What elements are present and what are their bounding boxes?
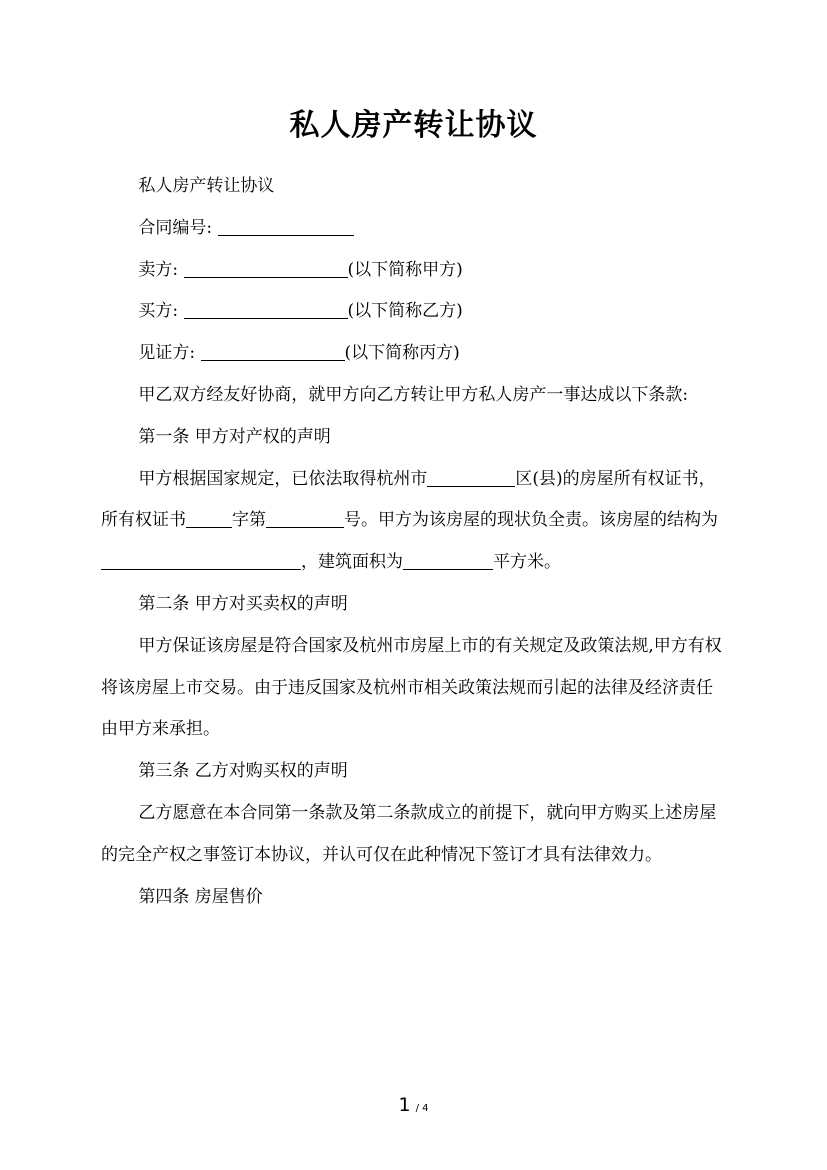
art1-text-a: 甲方根据国家规定，已依法取得杭州市 [138, 468, 428, 489]
contract-no-label: 合同编号: [138, 217, 213, 238]
intro-paragraph: 甲乙双方经友好协商，就甲方向乙方转让甲方私人房产一事达成以下条款: [138, 384, 689, 405]
seller-label: 卖方: [138, 259, 179, 280]
article-1-body [101, 459, 725, 584]
area-blank [403, 551, 493, 570]
buyer-label: 买方: [138, 301, 179, 322]
buyer-blank [184, 301, 348, 320]
art1-text-f: 平方米。 [493, 552, 561, 573]
witness-label: 见证方: [138, 343, 196, 364]
district-blank [427, 468, 515, 487]
art1-text-d: 号。甲方为该房屋的现状负全责。该房屋的结构为 [344, 510, 718, 531]
structure-blank [101, 551, 301, 570]
article-3-title: 第三条 乙方对购买权的声明 [138, 761, 348, 782]
article-2-title: 第二条 甲方对买卖权的声明 [138, 593, 348, 614]
art1-text-c: 字第 [232, 510, 266, 531]
seller-line [101, 250, 725, 292]
seller-suffix: (以下简称甲方) [347, 259, 463, 280]
article-4-title: 第四条 房屋售价 [138, 886, 263, 907]
article-2-body: 甲方保证该房屋是符合国家及杭州市房屋上市的有关规定及政策法规,甲方有权将该房屋上市交易。由于违反国家及杭州市相关政策法规而引起的法律及经济责任由甲方来承担。 [101, 635, 722, 740]
heading-text: 私人房产转让协议 [138, 176, 275, 196]
heading-line [101, 166, 725, 208]
witness-blank [201, 342, 345, 361]
total-pages: / 4 [415, 1103, 429, 1114]
seller-blank [184, 259, 348, 278]
cert-number-blank [266, 510, 344, 529]
current-page: 1 [398, 1094, 411, 1116]
witness-suffix: (以下简称丙方) [344, 343, 460, 364]
document-title: 私人房产转让协议 [289, 108, 538, 143]
buyer-suffix: (以下简称乙方) [347, 301, 463, 322]
article-3-body: 乙方愿意在本合同第一条款及第二条款成立的前提下，就向甲方购买上述房屋的完全产权之事签订本协议，并认可仅在此种情况下签订才具有法律效力。 [101, 802, 717, 865]
contract-no-blank [218, 217, 354, 236]
buyer-line [101, 291, 725, 333]
page-number [0, 1094, 827, 1116]
contract-no-line [101, 208, 725, 250]
document-body [101, 166, 725, 918]
art1-text-e: ，建筑面积为 [301, 552, 403, 573]
cert-prefix-blank [186, 510, 232, 529]
witness-line [101, 333, 725, 375]
article-1-title: 第一条 甲方对产权的声明 [138, 426, 331, 447]
art1-text-b: 区(县)的房屋所有权证书，所有权证书 [101, 468, 716, 531]
